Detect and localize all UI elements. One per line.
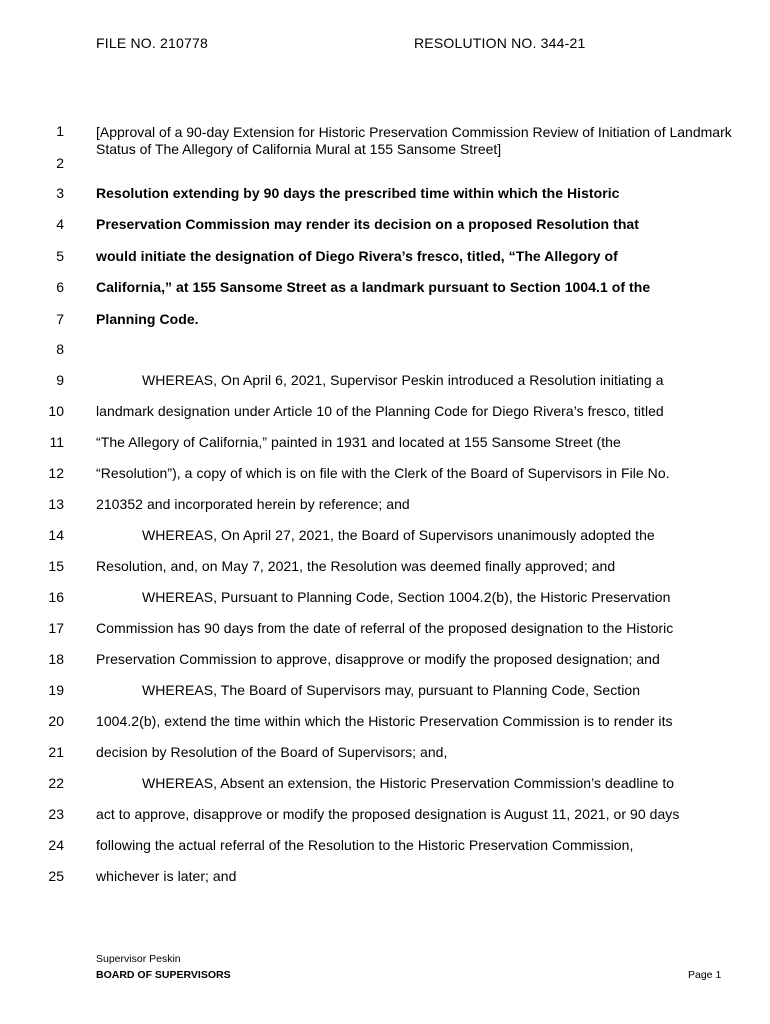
body-line: WHEREAS, The Board of Supervisors may, pursuant to Planning Code, Section [142,682,641,698]
line-number: 17 [48,620,64,636]
page-number: Page 1 [688,969,722,981]
body-line: Resolution, and, on May 7, 2021, the Resolution was deemed finally approved; and [96,558,616,574]
body-line: WHEREAS, Pursuant to Planning Code, Section 1004.2(b), the Historic Preservation [142,589,671,605]
resolution-number: RESOLUTION NO. 344-21 [414,35,586,51]
bracketed-title: [Approval of a 90-day Extension for Historic Preservation Commission Review of Initiation of Landmark Status of The Allegory of California Mural at 155 Sansome Street] [96,124,732,157]
line-number: 6 [56,279,64,295]
resolution-title-line: Resolution extending by 90 days the prescribed time within which the Historic [96,185,620,201]
line-number: 23 [48,806,64,822]
line-number: 5 [56,248,64,264]
line-number: 16 [48,589,64,605]
line-number: 11 [49,434,64,450]
line-number: 24 [48,837,64,853]
file-number: FILE NO. 210778 [96,35,208,51]
body-line: act to approve, disapprove or modify the proposed designation is August 11, 2021, or 90 days [96,806,680,822]
body-line: Preservation Commission to approve, disapprove or modify the proposed designation; and [96,651,660,667]
line-number: 22 [48,775,64,791]
line-number: 25 [48,868,64,884]
line-number: 14 [48,527,64,543]
line-number: 12 [48,465,64,481]
line-number: 10 [48,403,64,419]
body-line: decision by Resolution of the Board of Supervisors; and, [96,744,448,760]
line-number: 20 [48,713,64,729]
line-number: 1 [56,123,64,139]
resolution-title-line: Preservation Commission may render its decision on a proposed Resolution that [96,216,639,232]
body-line: Commission has 90 days from the date of referral of the proposed designation to the Historic [96,620,674,636]
line-number: 15 [48,558,64,574]
footer-board: BOARD OF SUPERVISORS [96,969,231,981]
body-line: whichever is later; and [96,868,237,884]
line-number: 13 [48,496,64,512]
line-number: 19 [48,682,64,698]
line-number: 3 [56,185,64,201]
line-number: 18 [48,651,64,667]
footer-sponsor: Supervisor Peskin [96,953,181,965]
line-number: 9 [56,372,64,388]
body-line: “Resolution”), a copy of which is on file with the Clerk of the Board of Supervisors in File No. [96,465,670,481]
body-line: following the actual referral of the Resolution to the Historic Preservation Commission, [96,837,634,853]
body-line: 210352 and incorporated herein by reference; and [96,496,410,512]
body-line: “The Allegory of California,” painted in 1931 and located at 155 Sansome Street (the [96,434,621,450]
line-number: 7 [56,311,64,327]
line-number: 2 [56,155,64,171]
body-line: WHEREAS, On April 27, 2021, the Board of Supervisors unanimously adopted the [142,527,655,543]
line-number: 21 [48,744,64,760]
line-number: 4 [56,216,64,232]
line-number: 8 [56,341,64,357]
resolution-title-line: California,” at 155 Sansome Street as a landmark pursuant to Section 1004.1 of the [96,279,651,295]
body-line: WHEREAS, On April 6, 2021, Supervisor Peskin introduced a Resolution initiating a [142,372,664,388]
body-line: 1004.2(b), extend the time within which the Historic Preservation Commission is to render its [96,713,673,729]
body-line: landmark designation under Article 10 of the Planning Code for Diego Rivera’s fresco, titled [96,403,664,419]
resolution-title-line: would initiate the designation of Diego Rivera’s fresco, titled, “The Allegory of [96,248,618,264]
resolution-title-line: Planning Code. [96,311,199,327]
body-line: WHEREAS, Absent an extension, the Historic Preservation Commission’s deadline to [142,775,675,791]
